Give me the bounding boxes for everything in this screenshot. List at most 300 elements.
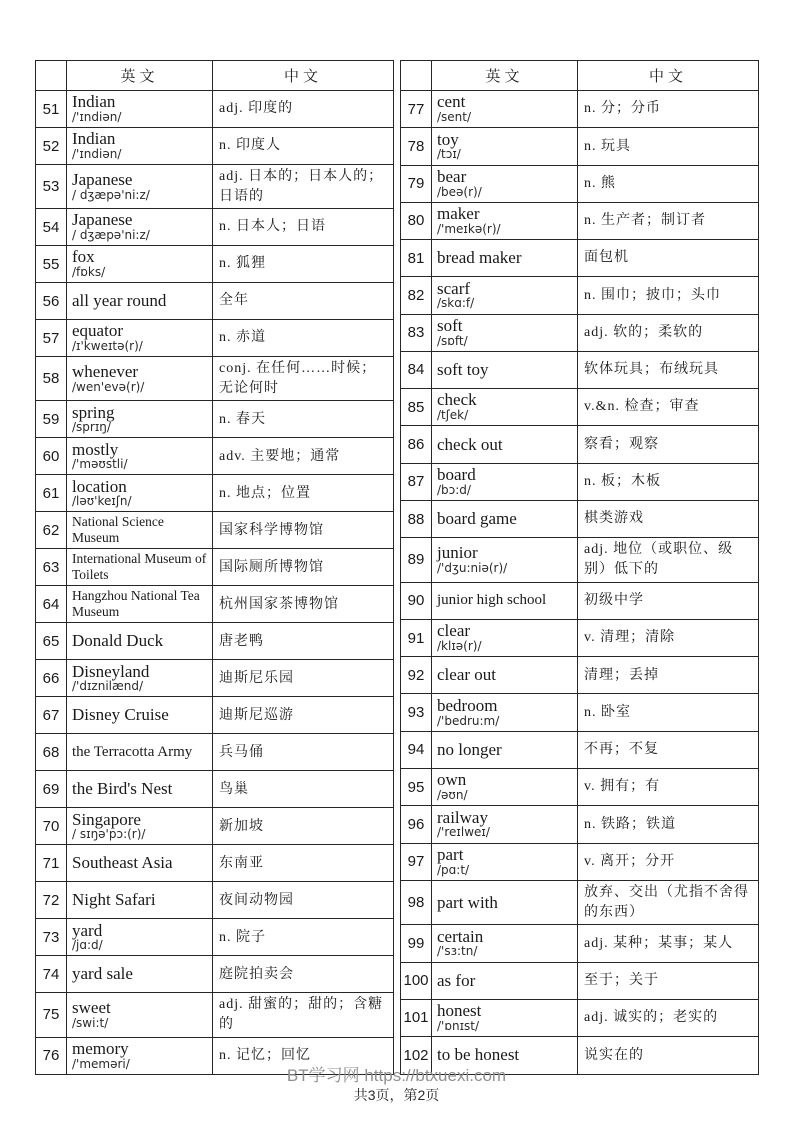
row-number-cell: 81 <box>401 240 432 277</box>
english-cell <box>67 357 213 401</box>
row-number-cell: 93 <box>401 694 432 731</box>
english-cell <box>67 623 213 660</box>
table-row <box>36 438 394 475</box>
chinese-meaning: 初级中学 <box>578 582 759 619</box>
phonetic-transcription: /pɑ:t/ <box>437 862 470 877</box>
chinese-meaning: v. 清理；清除 <box>578 619 759 656</box>
chinese-meaning: 迪斯尼巡游 <box>213 697 394 734</box>
english-word: bedroom <box>437 695 498 715</box>
row-number-cell: 77 <box>401 91 432 128</box>
row-number-cell: 85 <box>401 389 432 426</box>
english-cell <box>67 734 213 771</box>
english-word: National Science Museum <box>72 513 164 546</box>
english-word: clear <box>437 621 471 641</box>
table-row <box>36 320 394 357</box>
table-row <box>36 586 394 623</box>
english-word: Disney Cruise <box>72 705 169 725</box>
english-cell <box>432 240 578 277</box>
table-row <box>401 538 759 583</box>
english-cell <box>432 426 578 463</box>
row-number-cell: 52 <box>36 128 67 165</box>
chinese-meaning: 察看；观察 <box>578 426 759 463</box>
english-cell <box>432 999 578 1036</box>
english-cell <box>432 389 578 426</box>
english-cell <box>432 843 578 880</box>
english-cell <box>432 806 578 843</box>
table-row <box>401 426 759 463</box>
table-row <box>401 389 759 426</box>
chinese-meaning: 兵马俑 <box>213 734 394 771</box>
chinese-meaning: n. 记忆；回忆 <box>213 1037 394 1074</box>
row-number-cell: 91 <box>401 619 432 656</box>
row-number-cell: 90 <box>401 582 432 619</box>
chinese-meaning: 不再；不复 <box>578 731 759 768</box>
english-cell <box>432 500 578 537</box>
row-number-cell: 89 <box>401 538 432 583</box>
row-number-cell: 94 <box>401 731 432 768</box>
table-row <box>401 925 759 962</box>
table-row <box>401 463 759 500</box>
chinese-meaning: n. 日本人；日语 <box>213 209 394 246</box>
english-word: bear <box>437 166 467 186</box>
row-number-cell: 83 <box>401 314 432 351</box>
english-word: check <box>437 390 477 410</box>
row-number-cell: 86 <box>401 426 432 463</box>
english-cell <box>432 769 578 806</box>
table-row <box>36 845 394 882</box>
row-number-cell: 51 <box>36 91 67 128</box>
row-number-cell: 56 <box>36 283 67 320</box>
english-word: yard <box>72 920 103 940</box>
table-row <box>36 697 394 734</box>
table-row <box>401 694 759 731</box>
row-number-cell: 73 <box>36 919 67 956</box>
english-word: part with <box>437 892 498 912</box>
english-cell <box>432 925 578 962</box>
row-number-cell: 74 <box>36 956 67 993</box>
phonetic-transcription: /'məʊstli/ <box>72 457 128 472</box>
phonetic-transcription: /ɪ'kweɪtə(r)/ <box>72 339 143 354</box>
chinese-meaning: adv. 主要地；通常 <box>213 438 394 475</box>
english-word: railway <box>437 807 488 827</box>
phonetic-transcription: /wen'evə(r)/ <box>72 379 145 394</box>
phonetic-transcription: /sent/ <box>437 110 472 125</box>
row-number-cell: 59 <box>36 401 67 438</box>
row-number-cell: 67 <box>36 697 67 734</box>
table-row <box>36 165 394 209</box>
english-cell <box>67 246 213 283</box>
phonetic-transcription: /sɒft/ <box>437 333 468 348</box>
english-cell <box>67 549 213 586</box>
chinese-meaning: n. 板；木板 <box>578 463 759 500</box>
phonetic-transcription: / sɪŋə'pɔ:(r)/ <box>72 827 146 842</box>
english-word: mostly <box>72 439 119 459</box>
english-word: whenever <box>72 361 139 381</box>
chinese-meaning: n. 分；分币 <box>578 91 759 128</box>
chinese-meaning: n. 狐狸 <box>213 246 394 283</box>
english-cell <box>432 657 578 694</box>
chinese-meaning: 唐老鸭 <box>213 623 394 660</box>
chinese-meaning: 东南亚 <box>213 845 394 882</box>
phonetic-transcription: /beə(r)/ <box>437 184 482 199</box>
phonetic-transcription: /jɑ:d/ <box>72 938 103 953</box>
table-row <box>36 771 394 808</box>
english-cell <box>67 283 213 320</box>
column-header-english: 英文 <box>67 61 213 91</box>
table-row <box>36 623 394 660</box>
table-row <box>36 734 394 771</box>
phonetic-transcription: /swi:t/ <box>72 1015 109 1030</box>
column-header-chinese: 中文 <box>213 61 394 91</box>
row-number-cell: 71 <box>36 845 67 882</box>
english-word: junior <box>437 543 478 563</box>
english-word: to be honest <box>437 1045 520 1065</box>
row-number-cell: 84 <box>401 351 432 388</box>
chinese-meaning: 软体玩具；布绒玩具 <box>578 351 759 388</box>
row-number-cell: 54 <box>36 209 67 246</box>
table-header-left <box>36 61 394 91</box>
chinese-meaning: 棋类游戏 <box>578 500 759 537</box>
table-body-left <box>36 91 394 1075</box>
english-word: spring <box>72 402 115 422</box>
row-number-cell: 87 <box>401 463 432 500</box>
english-cell <box>67 808 213 845</box>
english-word: Hangzhou National Tea Museum <box>72 587 200 620</box>
footer-page-line: 共3页，第2页 <box>353 1087 440 1104</box>
english-word: equator <box>72 321 123 341</box>
page-footer <box>0 1066 793 1105</box>
phonetic-transcription: /'dɪznilænd/ <box>72 679 144 694</box>
phonetic-transcription: / dʒæpə'ni:z/ <box>72 228 150 243</box>
phonetic-transcription: /klɪə(r)/ <box>437 639 482 654</box>
table-row <box>401 202 759 239</box>
phonetic-transcription: /'meməri/ <box>72 1056 130 1071</box>
english-cell <box>432 694 578 731</box>
row-number-cell: 92 <box>401 657 432 694</box>
row-number-cell: 79 <box>401 165 432 202</box>
chinese-meaning: v.&n. 检查；审查 <box>578 389 759 426</box>
english-word: junior high school <box>437 591 547 608</box>
english-word: scarf <box>437 278 471 298</box>
table-row <box>401 731 759 768</box>
english-cell <box>432 731 578 768</box>
table-row <box>401 806 759 843</box>
row-number-cell: 101 <box>401 999 432 1036</box>
phonetic-transcription: /fɒks/ <box>72 265 106 280</box>
english-cell <box>432 165 578 202</box>
vocab-tables-container <box>35 60 758 1075</box>
table-row <box>36 475 394 512</box>
english-cell <box>67 512 213 549</box>
table-row <box>36 283 394 320</box>
table-row <box>401 277 759 314</box>
table-row <box>401 314 759 351</box>
row-number-cell: 76 <box>36 1037 67 1074</box>
chinese-meaning: 迪斯尼乐园 <box>213 660 394 697</box>
chinese-meaning: conj. 在任何……时候；无论何时 <box>213 357 394 401</box>
english-word: certain <box>437 926 484 946</box>
english-cell <box>432 128 578 165</box>
english-cell <box>67 993 213 1037</box>
english-cell <box>432 314 578 351</box>
chinese-meaning: n. 卧室 <box>578 694 759 731</box>
chinese-meaning: 放弃、交出（尤指不舍得的东西） <box>578 880 759 925</box>
row-number-cell: 100 <box>401 962 432 999</box>
english-cell <box>432 880 578 925</box>
table-row <box>36 993 394 1037</box>
english-word: Donald Duck <box>72 631 164 651</box>
chinese-meaning: 夜间动物园 <box>213 882 394 919</box>
english-cell <box>432 463 578 500</box>
table-row <box>36 91 394 128</box>
english-cell <box>432 962 578 999</box>
chinese-meaning: n. 印度人 <box>213 128 394 165</box>
english-word: as for <box>437 970 476 990</box>
row-number-cell: 96 <box>401 806 432 843</box>
phonetic-transcription: /'ɪndiən/ <box>72 110 122 125</box>
table-row <box>401 128 759 165</box>
row-number-cell: 55 <box>36 246 67 283</box>
english-cell <box>67 660 213 697</box>
table-row <box>401 91 759 128</box>
phonetic-transcription: /bɔ:d/ <box>437 482 471 497</box>
english-word: soft <box>437 315 463 335</box>
chinese-meaning: adj. 日本的；日本人的；日语的 <box>213 165 394 209</box>
row-number-cell: 66 <box>36 660 67 697</box>
row-number-cell: 64 <box>36 586 67 623</box>
chinese-meaning: n. 熊 <box>578 165 759 202</box>
phonetic-transcription: /'ɒnɪst/ <box>437 1019 480 1033</box>
phonetic-transcription: /'ɪndiən/ <box>72 147 122 162</box>
row-number-cell: 57 <box>36 320 67 357</box>
table-row <box>36 956 394 993</box>
chinese-meaning: 鸟巢 <box>213 771 394 808</box>
english-word: clear out <box>437 665 496 685</box>
english-word: Indian <box>72 129 116 149</box>
chinese-meaning: 新加坡 <box>213 808 394 845</box>
row-number-cell: 69 <box>36 771 67 808</box>
phonetic-transcription: /sprɪŋ/ <box>72 420 111 435</box>
table-row <box>36 919 394 956</box>
english-word: memory <box>72 1038 129 1058</box>
chinese-meaning: 全年 <box>213 283 394 320</box>
english-word: cent <box>437 92 466 112</box>
english-cell <box>432 538 578 583</box>
column-header-number <box>36 61 67 91</box>
table-row <box>36 808 394 845</box>
phonetic-transcription: /skɑ:f/ <box>437 296 475 311</box>
english-cell <box>432 351 578 388</box>
phonetic-transcription: /'dʒu:niə(r)/ <box>437 560 508 575</box>
english-cell <box>67 697 213 734</box>
english-cell <box>67 165 213 209</box>
table-row <box>401 999 759 1036</box>
english-word: sweet <box>72 998 111 1018</box>
chinese-meaning: n. 玩具 <box>578 128 759 165</box>
chinese-meaning: adj. 诚实的；老实的 <box>578 999 759 1036</box>
chinese-meaning: 庭院拍卖会 <box>213 956 394 993</box>
chinese-meaning: 说实在的 <box>578 1037 759 1074</box>
table-row <box>401 240 759 277</box>
english-cell <box>432 277 578 314</box>
english-cell <box>67 845 213 882</box>
row-number-cell: 61 <box>36 475 67 512</box>
table-row <box>36 882 394 919</box>
table-row <box>401 769 759 806</box>
english-word: board game <box>437 509 517 529</box>
english-word: board <box>437 464 476 484</box>
table-row <box>36 660 394 697</box>
english-word: Indian <box>72 92 116 112</box>
english-word: the Bird's Nest <box>72 779 173 799</box>
chinese-meaning: 面包机 <box>578 240 759 277</box>
english-cell <box>432 582 578 619</box>
table-row <box>401 582 759 619</box>
table-row <box>36 549 394 586</box>
footer-site-line: BT学习网 https://btxuexi.com <box>286 1066 507 1085</box>
english-word: fox <box>72 247 95 267</box>
table-row <box>36 246 394 283</box>
english-word: Night Safari <box>72 890 156 910</box>
row-number-cell: 65 <box>36 623 67 660</box>
chinese-meaning: v. 离开；分开 <box>578 843 759 880</box>
phonetic-transcription: /tɔɪ/ <box>437 147 461 162</box>
header-row <box>401 61 759 91</box>
chinese-meaning: n. 春天 <box>213 401 394 438</box>
row-number-cell: 72 <box>36 882 67 919</box>
table-row <box>36 512 394 549</box>
table-row <box>36 401 394 438</box>
row-number-cell: 62 <box>36 512 67 549</box>
chinese-meaning: 至于；关于 <box>578 962 759 999</box>
vocab-table-right <box>400 60 759 1075</box>
chinese-meaning: n. 围巾；披巾；头巾 <box>578 277 759 314</box>
english-word: International Museum of Toilets <box>72 550 207 583</box>
row-number-cell: 97 <box>401 843 432 880</box>
english-word: Japanese <box>72 210 133 230</box>
chinese-meaning: n. 地点；位置 <box>213 475 394 512</box>
english-word: Disneyland <box>72 661 150 681</box>
row-number-cell: 98 <box>401 880 432 925</box>
english-word: own <box>437 770 467 790</box>
phonetic-transcription: /tʃek/ <box>437 408 469 423</box>
chinese-meaning: adj. 某种；某事；某人 <box>578 925 759 962</box>
table-row <box>401 880 759 925</box>
row-number-cell: 99 <box>401 925 432 962</box>
english-cell <box>67 209 213 246</box>
chinese-meaning: v. 拥有；有 <box>578 769 759 806</box>
table-row <box>36 357 394 401</box>
vocab-table-left <box>35 60 394 1075</box>
english-word: check out <box>437 434 503 454</box>
chinese-meaning: adj. 印度的 <box>213 91 394 128</box>
row-number-cell: 53 <box>36 165 67 209</box>
chinese-meaning: n. 生产者；制订者 <box>578 202 759 239</box>
english-cell <box>67 882 213 919</box>
row-number-cell: 68 <box>36 734 67 771</box>
phonetic-transcription: /'reɪlweɪ/ <box>437 825 490 840</box>
row-number-cell: 82 <box>401 277 432 314</box>
english-word: part <box>437 844 464 864</box>
english-word: Southeast Asia <box>72 853 173 873</box>
table-row <box>401 843 759 880</box>
english-word: all year round <box>72 291 167 311</box>
table-row <box>401 962 759 999</box>
table-row <box>401 657 759 694</box>
row-number-cell: 70 <box>36 808 67 845</box>
english-word: no longer <box>437 739 502 759</box>
phonetic-transcription: /əʊn/ <box>437 788 468 803</box>
chinese-meaning: adj. 地位（或职位、级别）低下的 <box>578 538 759 583</box>
english-word: yard sale <box>72 964 133 984</box>
english-word: bread maker <box>437 248 522 268</box>
row-number-cell: 58 <box>36 357 67 401</box>
phonetic-transcription: / dʒæpə'ni:z/ <box>72 187 150 202</box>
table-body-right <box>401 91 759 1075</box>
english-word: soft toy <box>437 360 489 380</box>
table-row <box>401 351 759 388</box>
row-number-cell: 95 <box>401 769 432 806</box>
english-cell <box>67 956 213 993</box>
phonetic-transcription: /'meɪkə(r)/ <box>437 221 501 236</box>
column-header-number <box>401 61 432 91</box>
header-row <box>36 61 394 91</box>
chinese-meaning: 国家科学博物馆 <box>213 512 394 549</box>
row-number-cell: 88 <box>401 500 432 537</box>
phonetic-transcription: /'bedru:m/ <box>437 713 500 728</box>
row-number-cell: 102 <box>401 1037 432 1074</box>
english-word: Japanese <box>72 169 133 189</box>
table-row <box>401 500 759 537</box>
english-word: maker <box>437 204 480 224</box>
table-row <box>401 165 759 202</box>
english-word: toy <box>437 129 459 149</box>
row-number-cell: 60 <box>36 438 67 475</box>
row-number-cell: 78 <box>401 128 432 165</box>
phonetic-transcription: /'sɜ:tn/ <box>437 944 478 959</box>
row-number-cell: 80 <box>401 202 432 239</box>
english-cell <box>67 586 213 623</box>
english-word: honest <box>437 1001 482 1021</box>
english-cell <box>67 475 213 512</box>
english-cell <box>432 202 578 239</box>
english-cell <box>67 919 213 956</box>
table-header-right <box>401 61 759 91</box>
chinese-meaning: 清理；丢掉 <box>578 657 759 694</box>
phonetic-transcription: /ləʊ'keɪʃn/ <box>72 494 132 509</box>
english-cell <box>67 401 213 438</box>
chinese-meaning: n. 院子 <box>213 919 394 956</box>
english-word: the Terracotta Army <box>72 743 193 760</box>
english-cell <box>432 91 578 128</box>
row-number-cell: 75 <box>36 993 67 1037</box>
table-row <box>36 209 394 246</box>
chinese-meaning: n. 赤道 <box>213 320 394 357</box>
column-header-chinese: 中文 <box>578 61 759 91</box>
chinese-meaning: 杭州国家茶博物馆 <box>213 586 394 623</box>
table-row <box>401 619 759 656</box>
english-cell <box>67 91 213 128</box>
chinese-meaning: n. 铁路；铁道 <box>578 806 759 843</box>
english-cell <box>67 771 213 808</box>
english-word: location <box>72 476 127 496</box>
english-cell <box>67 438 213 475</box>
row-number-cell: 63 <box>36 549 67 586</box>
chinese-meaning: adj. 甜蜜的；甜的；含糖的 <box>213 993 394 1037</box>
english-cell <box>67 320 213 357</box>
chinese-meaning: adj. 软的；柔软的 <box>578 314 759 351</box>
table-row <box>36 128 394 165</box>
